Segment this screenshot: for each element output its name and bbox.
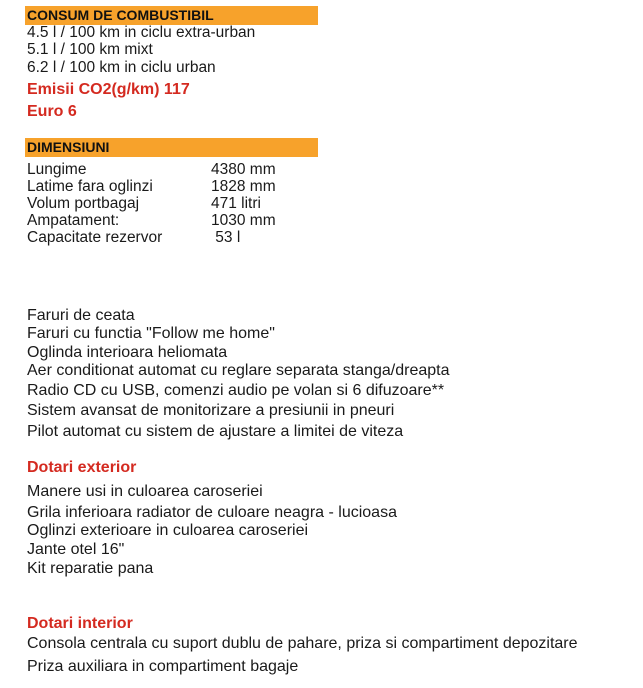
exterior-item: Grila inferioara radiator de culoare neagra - lucioasa bbox=[27, 504, 397, 521]
dimensiuni-header: DIMENSIUNI bbox=[25, 138, 318, 157]
dim-value-latime: 1828 mm bbox=[211, 178, 276, 195]
exterior-item: Oglinzi exterioare in culoarea caroseriei bbox=[27, 522, 309, 539]
exterior-item: Jante otel 16" bbox=[27, 541, 125, 558]
consum-line-extra-urban: 4.5 l / 100 km in ciclu extra-urban bbox=[27, 24, 256, 41]
dotare-item: Oglinda interioara heliomata bbox=[27, 344, 228, 361]
dim-label-lungime: Lungime bbox=[27, 161, 87, 178]
emisii-co2: Emisii CO2(g/km) 117 bbox=[27, 81, 190, 98]
dim-value-ampatament: 1030 mm bbox=[211, 212, 276, 229]
dotare-item: Aer conditionat automat cu reglare separata stanga/dreapta bbox=[27, 362, 450, 379]
dotare-item: Faruri de ceata bbox=[27, 307, 135, 324]
dotare-item: Sistem avansat de monitorizare a presiunii in pneuri bbox=[27, 402, 395, 419]
dim-value-rezervor: 53 l bbox=[211, 229, 241, 246]
interior-item: Priza auxiliara in compartiment bagaje bbox=[27, 658, 299, 675]
dotare-item: Faruri cu functia "Follow me home" bbox=[27, 325, 275, 342]
exterior-item: Manere usi in culoarea caroseriei bbox=[27, 483, 263, 500]
consum-line-urban: 6.2 l / 100 km in ciclu urban bbox=[27, 59, 216, 76]
dim-label-ampatament: Ampatament: bbox=[27, 212, 120, 229]
dotare-item: Pilot automat cu sistem de ajustare a limitei de viteza bbox=[27, 423, 404, 440]
exterior-heading: Dotari exterior bbox=[27, 459, 137, 476]
dim-value-portbagaj: 471 litri bbox=[211, 195, 261, 212]
interior-item: Consola centrala cu suport dublu de pahare, priza si compartiment depozitare bbox=[27, 635, 578, 652]
euro-norm: Euro 6 bbox=[27, 103, 77, 120]
dotare-item: Radio CD cu USB, comenzi audio pe volan si 6 difuzoare** bbox=[27, 382, 445, 399]
consum-line-mixt: 5.1 l / 100 km mixt bbox=[27, 41, 153, 58]
dim-value-lungime: 4380 mm bbox=[211, 161, 276, 178]
dim-label-rezervor: Capacitate rezervor bbox=[27, 229, 163, 246]
dim-label-latime: Latime fara oglinzi bbox=[27, 178, 153, 195]
dim-label-portbagaj: Volum portbagaj bbox=[27, 195, 140, 212]
consum-header: CONSUM DE COMBUSTIBIL bbox=[25, 6, 318, 25]
exterior-item: Kit reparatie pana bbox=[27, 560, 154, 577]
interior-heading: Dotari interior bbox=[27, 615, 133, 632]
